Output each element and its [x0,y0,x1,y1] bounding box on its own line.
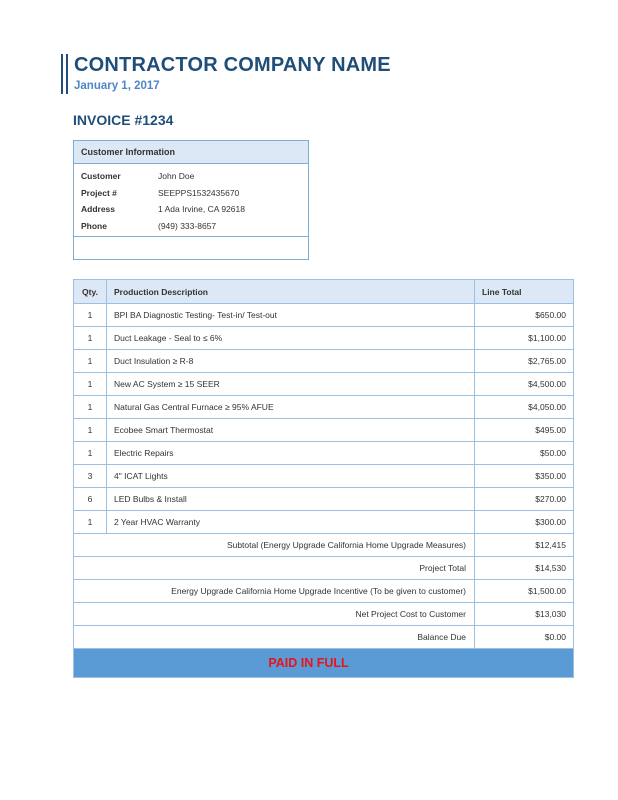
table-header-row [74,280,574,304]
row-description: Electric Repairs [107,442,475,465]
paid-in-full-label: PAID IN FULL [268,656,349,670]
incentive-value: $1,500.00 [475,580,574,603]
row-total: $1,100.00 [475,327,574,350]
row-total: $4,500.00 [475,373,574,396]
row-qty: 1 [74,327,107,350]
customer-label: Customer [81,171,121,181]
subtotal-label: Subtotal (Energy Upgrade California Home Upgrade Measures) [74,534,475,557]
table-row [74,465,574,488]
row-description: Natural Gas Central Furnace ≥ 95% AFUE [107,396,475,419]
row-qty: 1 [74,396,107,419]
table-row [74,373,574,396]
net-cost-row [74,603,574,626]
table-row [74,350,574,373]
description-header: Production Description [107,280,475,304]
address-label: Address [81,204,116,214]
address-row [74,201,308,218]
subtotal-row [74,534,574,557]
line-total-header: Line Total [475,280,574,304]
balance-due-value: $0.00 [475,626,574,649]
line-items-table [73,279,574,678]
row-total: $270.00 [475,488,574,511]
phone-row [74,218,308,235]
row-total: $350.00 [475,465,574,488]
project-number-label: Project # [81,187,117,198]
row-total: $4,050.00 [475,396,574,419]
invoice-date: January 1, 2017 [74,80,160,92]
row-qty: 1 [74,373,107,396]
project-number: SEEPPS1532435670 [158,187,240,198]
subtotal-value: $12,415 [475,534,574,557]
phone: (949) 333-8657 [158,220,217,231]
table-row [74,304,574,327]
brand-accent-bars [61,54,69,94]
row-total: $495.00 [475,419,574,442]
row-description: Duct Leakage - Seal to ≤ 6% [107,327,475,350]
row-qty: 6 [74,488,107,511]
row-total: $650.00 [475,304,574,327]
incentive-label: Energy Upgrade California Home Upgrade Incentive (To be given to customer) [74,580,475,603]
table-row [74,442,574,465]
paid-banner-row [74,649,574,678]
row-description: 4" ICAT Lights [107,465,475,488]
balance-due-label: Balance Due [74,626,475,649]
address: 1 Ada Irvine, CA 92618 [158,204,245,214]
table-row [74,488,574,511]
customer-name: John Doe [158,171,195,181]
row-description: New AC System ≥ 15 SEER [107,373,475,396]
row-description: Duct Insulation ≥ R-8 [107,350,475,373]
qty-header: Qty. [74,280,107,304]
row-qty: 1 [74,442,107,465]
net-cost-label: Net Project Cost to Customer [74,603,475,626]
table-row [74,327,574,350]
customer-info-box [73,140,309,260]
table-row [74,396,574,419]
row-description: 2 Year HVAC Warranty [107,511,475,534]
row-total: $2,765.00 [475,350,574,373]
customer-info-title: Customer Information [74,141,308,164]
row-qty: 1 [74,419,107,442]
project-number-row [74,185,308,202]
row-description: BPI BA Diagnostic Testing- Test-in/ Test-out [107,304,475,327]
row-description: Ecobee Smart Thermostat [107,419,475,442]
row-qty: 3 [74,465,107,488]
row-qty: 1 [74,350,107,373]
row-qty: 1 [74,511,107,534]
customer-row [74,168,308,185]
project-total-value: $14,530 [475,557,574,580]
table-row [74,511,574,534]
row-qty: 1 [74,304,107,327]
project-total-label: Project Total [74,557,475,580]
row-description: LED Bulbs & Install [107,488,475,511]
balance-due-row [74,626,574,649]
incentive-row [74,580,574,603]
project-total-row [74,557,574,580]
paid-in-full-banner [74,649,574,678]
invoice-number: INVOICE #1234 [73,112,174,128]
phone-label: Phone [81,220,107,231]
company-name: CONTRACTOR COMPANY NAME [74,54,391,76]
net-cost-value: $13,030 [475,603,574,626]
table-row [74,419,574,442]
customer-info-fields [74,164,308,237]
row-total: $50.00 [475,442,574,465]
row-total: $300.00 [475,511,574,534]
